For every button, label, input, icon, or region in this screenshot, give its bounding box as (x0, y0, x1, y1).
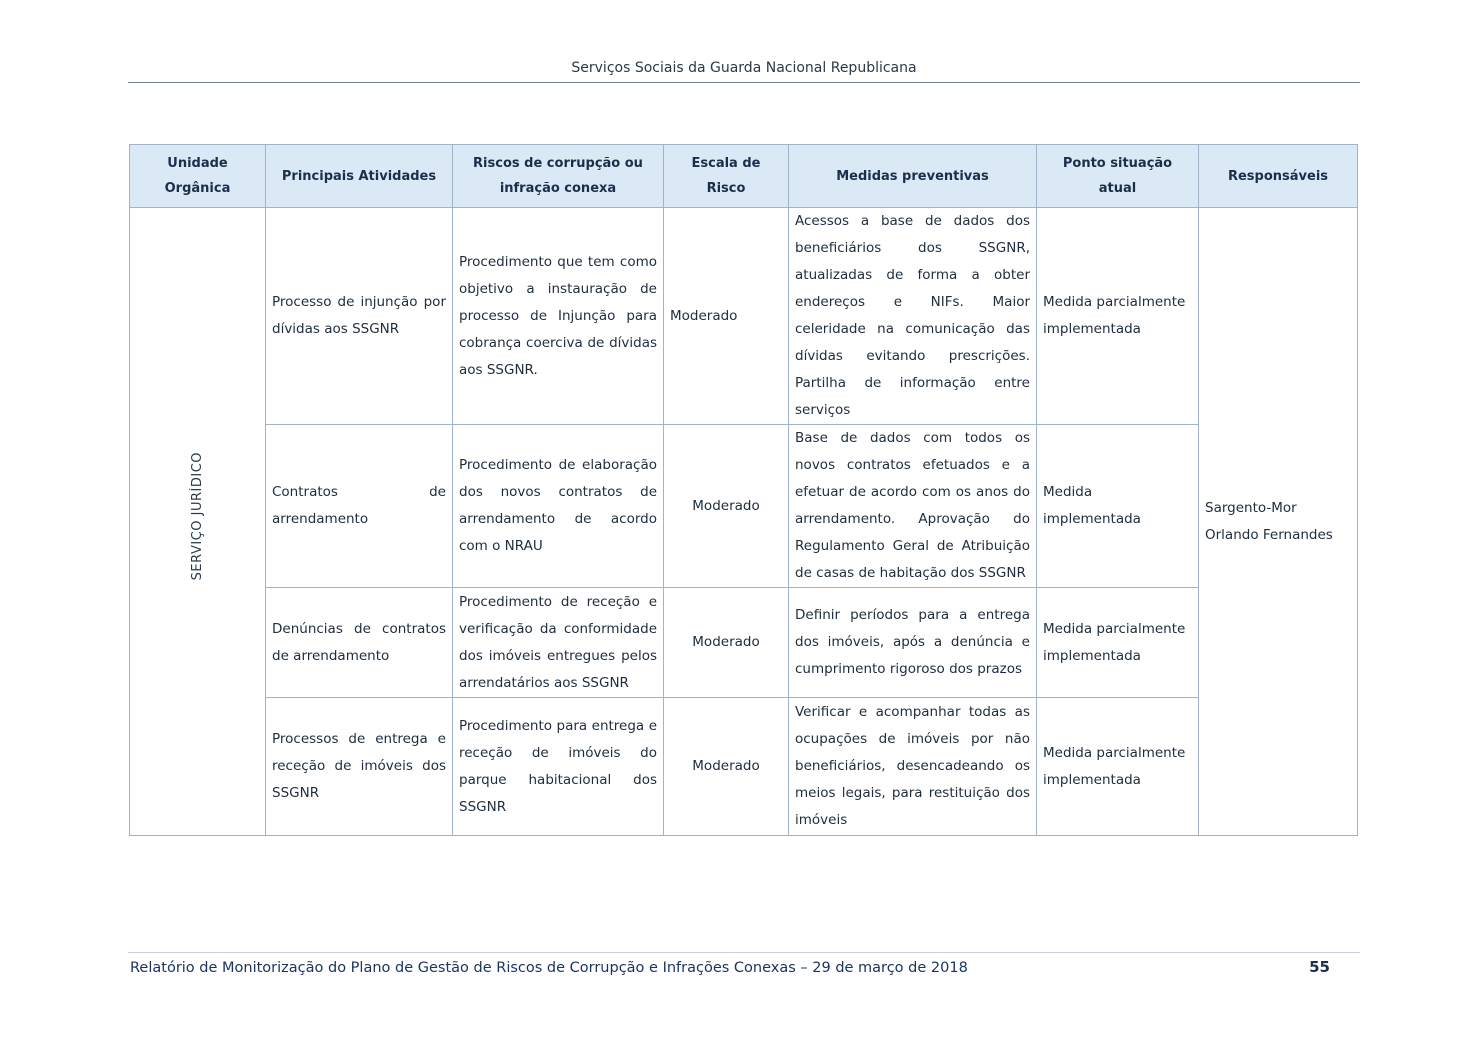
status-cell: Medida parcialmente implementada (1037, 698, 1199, 836)
header-scale: Escala de Risco (664, 145, 789, 208)
activity-cell: Contratos de arrendamento (266, 425, 453, 588)
risk-table (129, 144, 1358, 836)
scale-cell: Moderado (664, 208, 789, 425)
risk-cell: Procedimento de elaboração dos novos contratos de arrendamento de acordo com o NRAU (453, 425, 664, 588)
footer-divider (128, 952, 1360, 953)
footer-text: Relatório de Monitorização do Plano de Gestão de Riscos de Corrupção e Infrações Conexas – 29 de março de 2018 (130, 960, 968, 976)
header-unit: Unidade Orgânica (130, 145, 266, 208)
header-measures: Medidas preventivas (789, 145, 1037, 208)
activity-cell: Denúncias de contratos de arrendamento (266, 588, 453, 698)
status-cell: Medida implementada (1037, 425, 1199, 588)
risk-cell: Procedimento de receção e verificação da conformidade dos imóveis entregues pelos arrendatários aos SSGNR (453, 588, 664, 698)
table-header-row (130, 145, 1358, 208)
page-number: 55 (1309, 958, 1330, 976)
risk-cell: Procedimento para entrega e receção de imóveis do parque habitacional dos SSGNR (453, 698, 664, 836)
risk-cell: Procedimento que tem como objetivo a instauração de processo de Injunção para cobrança coerciva de dívidas aos SSGNR. (453, 208, 664, 425)
unit-label: SERVIÇO JURÍDICO (190, 452, 205, 581)
status-cell: Medida parcialmente implementada (1037, 208, 1199, 425)
table-row (130, 698, 1358, 836)
header-divider (128, 82, 1360, 83)
measure-cell: Base de dados com todos os novos contratos efetuados e a efetuar de acordo com os anos do arrendamento. Aprovação do Regulamento Geral de Atribuição de casas de habitação dos SSGNR (789, 425, 1037, 588)
header-activities: Principais Atividades (266, 145, 453, 208)
measure-cell: Acessos a base de dados dos beneficiários dos SSGNR, atualizadas de forma a obter endereços e NIFs. Maior celeridade na comunicação das dívidas evitando prescrições. Partilha de informação entre serviços (789, 208, 1037, 425)
table-row (130, 425, 1358, 588)
table-row (130, 588, 1358, 698)
activity-cell: Processo de injunção por dívidas aos SSGNR (266, 208, 453, 425)
activity-cell: Processos de entrega e receção de imóveis dos SSGNR (266, 698, 453, 836)
measure-cell: Verificar e acompanhar todas as ocupações de imóveis por não beneficiários, desencadeando os meios legais, para restituição dos imóveis (789, 698, 1037, 836)
header-status: Ponto situação atual (1037, 145, 1199, 208)
unit-cell (130, 208, 266, 836)
scale-cell: Moderado (664, 588, 789, 698)
table-row (130, 208, 1358, 425)
header-risks: Riscos de corrupção ou infração conexa (453, 145, 664, 208)
measure-cell: Definir períodos para a entrega dos imóveis, após a denúncia e cumprimento rigoroso dos prazos (789, 588, 1037, 698)
scale-cell: Moderado (664, 698, 789, 836)
header-responsible: Responsáveis (1199, 145, 1358, 208)
status-cell: Medida parcialmente implementada (1037, 588, 1199, 698)
scale-cell: Moderado (664, 425, 789, 588)
document-header-title: Serviços Sociais da Guarda Nacional Republicana (571, 60, 917, 76)
responsible-cell: Sargento-Mor Orlando Fernandes (1199, 208, 1358, 836)
